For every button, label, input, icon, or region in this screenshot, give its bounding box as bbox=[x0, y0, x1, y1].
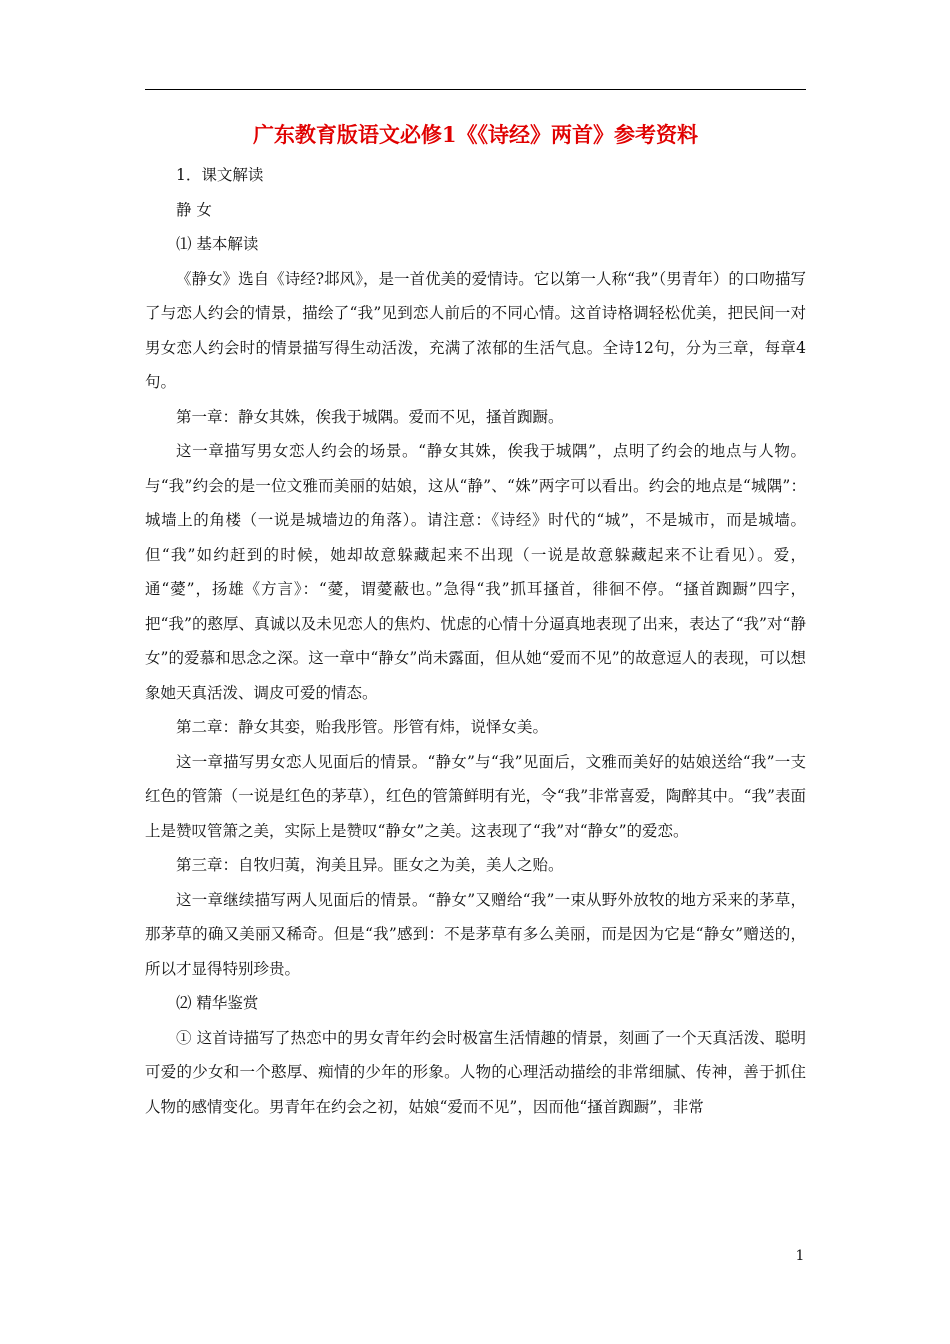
document-body bbox=[145, 158, 806, 1124]
paragraph: ① 这首诗描写了热恋中的男女青年约会时极富生活情趣的情景，刻画了一个天真活泼、聪明可爱的少女和一个憨厚、痴情的少年的形象。人物的心理活动描绘的非常细腻、传神，善于抓住人物的感情变化。男青年在约会之初，姑娘“爱而不见”，因而他“搔首踟蹰”，非常 bbox=[145, 1028, 806, 1116]
paragraph: 这一章继续描写两人见面后的情景。“静女”又赠给“我”一束从野外放牧的地方采来的茅草，那茅草的确又美丽又稀奇。但是“我”感到：不是茅草有多么美丽，而是因为它是“静女”赠送的，所以才显得特别珍贵。 bbox=[145, 890, 806, 978]
page-number: 1 bbox=[795, 1248, 805, 1264]
section-heading-text-reading: 1．课文解读 bbox=[176, 166, 264, 184]
stanza-one: 第一章：静女其姝，俟我于城隅。爱而不见，搔首踟蹰。 bbox=[176, 407, 564, 426]
paragraph: 这一章描写男女恋人见面后的情景。“静女”与“我”见面后，文雅而美好的姑娘送给“我”一支红色的管箫（一说是红色的茅草），红色的管箫鲜明有光，令“我”非常喜爱，陶醉其中。“我”表面上是赞叹管箫之美，实际上是赞叹“静女”之美。这表现了“我”对“静女”的爱恋。 bbox=[145, 752, 806, 840]
poem-title-jingnv: 静 女 bbox=[176, 200, 212, 219]
stanza-three: 第三章：自牧归荑，洵美且异。匪女之为美，美人之贻。 bbox=[176, 856, 564, 874]
stanza-two: 第二章：静女其娈，贻我彤管。彤管有炜，说怿女美。 bbox=[176, 718, 549, 736]
paragraph: 《静女》选自《诗经?邶风》，是一首优美的爱情诗。它以第一人称“我”（男青年）的口吻描写了与恋人约会的情景，描绘了“我”见到恋人前后的不同心情。这首诗格调轻松优美，把民间一对男女恋人约会时的情景描写得生动活泼，充满了浓郁的生活气息。全诗12句，分为三章，每章4句。 bbox=[145, 269, 806, 391]
subheading-basic-reading: ⑴ 基本解读 bbox=[176, 235, 259, 253]
document-title: 广东教育版语文必修1《《诗经》两首》参考资料 bbox=[252, 122, 699, 147]
subheading-appreciation: ⑵ 精华鉴赏 bbox=[176, 994, 259, 1012]
paragraph: 这一章描写男女恋人约会的场景。“静女其姝，俟我于城隅”，点明了约会的地点与人物。与“我”约会的是一位文雅而美丽的姑娘，这从“静”、“姝”两字可以看出。约会的地点是“城隅”：城墙上的角楼（一说是城墙边的角落）。请注意：《诗经》时代的“城”，不是城市，而是城墙。但“我”如约赶到的时候，她却故意躲藏起来不出现（一说是故意躲藏起来不让看见）。爱，通“薆”，扬雄《方言》：“薆，谓薆蔽也。”急得“我”抓耳搔首，徘徊不停。“搔首踟蹰”四字，把“我”的憨厚、真诚以及未见恋人的焦灼、忧虑的心情十分逼真地表现了出来，表达了“我”对“静女”的爱慕和思念之深。这一章中“静女”尚未露面，但从她“爱而不见”的故意逗人的表现，可以想象她天真活泼、调皮可爱的情态。 bbox=[145, 442, 806, 702]
header-rule bbox=[145, 89, 806, 90]
